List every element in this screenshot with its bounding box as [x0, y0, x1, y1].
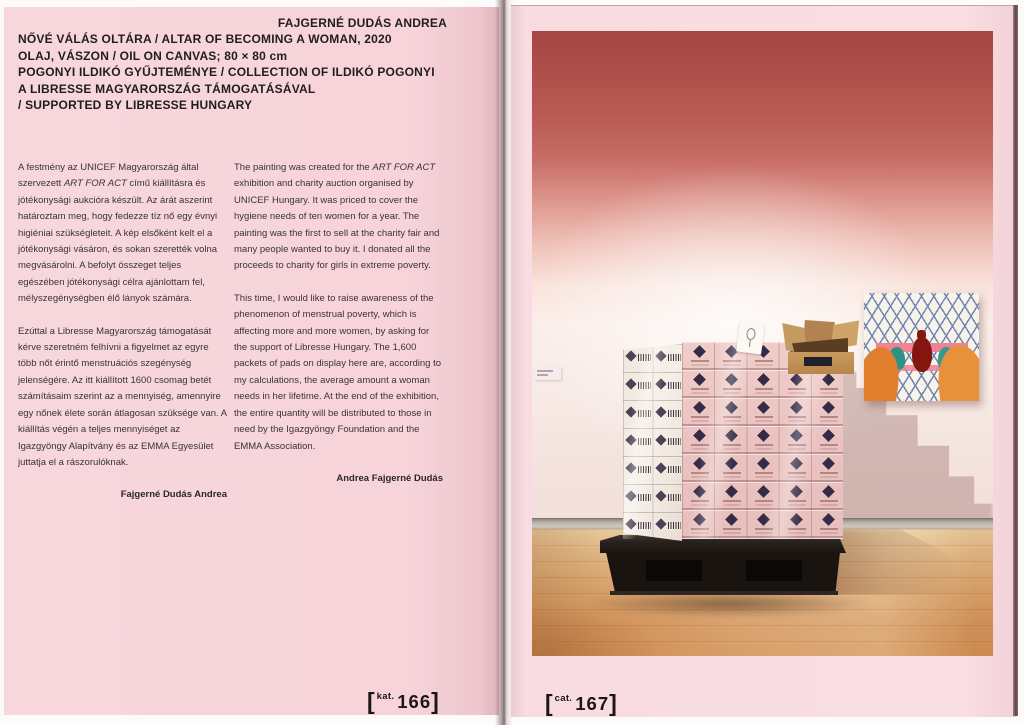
bracket-open: [: [545, 690, 553, 716]
box-logo-diamond-icon: [625, 378, 636, 389]
english-paragraph-1: The painting was created for the ART FOR ACT exhibition and charity auction organised by UNICEF Hungary. It was priced to cover the hygiene needs of ten women for a year. The painting was the first to sell at the charity fair and many people wanted to buy it. I donated all the proceeds to charity for girls in extreme poverty.: [234, 162, 440, 272]
box-barcode: [668, 522, 681, 529]
catalog-number: 167: [575, 693, 610, 714]
box-fine-print: [691, 360, 709, 362]
box-logo-diamond-icon: [822, 401, 835, 414]
box-logo-diamond-icon: [655, 518, 666, 529]
box-fine-print: [820, 500, 838, 502]
hungarian-paragraph-1: A festmény az UNICEF Magyarország által szervezett ART FOR ACT című kiállításra és jótékonysági aukcióra készült. Az árát aszerint határoztam meg, hogy fedezze tíz nő egy évnyi higiéniai szükségleteit. A kép elsőként kelt el a jótékonysági vásáron, és sokan szerették volna megvásárolni. A befolyt összeget teljes egészében jótékonysági célra ajánlottam fel, mélyszegénységben élő lányok számára.: [18, 162, 218, 305]
box-fine-print: [691, 416, 709, 418]
box-logo-diamond-icon: [758, 485, 771, 498]
catalog-label: kat.: [376, 691, 395, 702]
box-fine-print: [820, 444, 838, 446]
box-fine-print: [788, 500, 806, 502]
box-fine-print: [755, 360, 773, 362]
painting-red-vessel: [912, 337, 932, 372]
artwork-title-line: NŐVÉ VÁLÁS OLTÁRA / ALTAR OF BECOMING A WOMAN, 2020: [18, 32, 392, 47]
box-logo-diamond-icon: [758, 373, 771, 386]
white-paper-card: [736, 322, 764, 355]
box-logo-diamond-icon: [655, 434, 666, 445]
box-logo-diamond-icon: [693, 485, 706, 498]
artwork-medium-line: OLAJ, VÁSZON / OIL ON CANVAS; 80 × 80 cm: [18, 48, 288, 63]
box-fine-print: [788, 416, 806, 418]
box-logo-diamond-icon: [790, 485, 803, 498]
box-barcode: [638, 410, 651, 417]
artwork-header: [18, 15, 447, 113]
box-logo-diamond-icon: [725, 485, 738, 498]
box-fine-print: [788, 472, 806, 474]
english-column: [234, 160, 443, 487]
box-fine-print: [723, 472, 741, 474]
hungarian-paragraph-2: Ezúttal a Libresse Magyarország támogatását kérve szeretném felhívni a figyelmet az egyre több nőt érintő menstruációs szegénység jelenségére. Az itt kiállított 1600 csomag betét számításaim szerint az a mennyiség, amennyire egy nőnek élete során átlagosan szüksége van. A kiállítás végén a teljes mennyiséget az Igazgyöngy Alapítvány és az EMMA Egyesület juttatja el a rászorulóknak.: [18, 325, 227, 468]
artwork-collection-line: POGONYI ILDIKÓ GYŰJTEMÉNYE / COLLECTION OF ILDIKÓ POGONYI: [18, 65, 435, 80]
black-pallet: [600, 535, 846, 605]
box-fine-print: [820, 388, 838, 390]
box-logo-diamond-icon: [725, 401, 738, 414]
box-fine-print: [755, 472, 773, 474]
box-logo-diamond-icon: [625, 434, 636, 445]
box-logo-diamond-icon: [655, 462, 666, 473]
painting-on-wall: [864, 293, 979, 401]
box-fine-print: [723, 444, 741, 446]
catalog-number-right: [545, 690, 617, 716]
box-logo-diamond-icon: [758, 401, 771, 414]
box-logo-diamond-icon: [758, 457, 771, 470]
box-fine-print: [723, 388, 741, 390]
box-fine-print: [691, 528, 709, 530]
box-fine-print: [691, 500, 709, 502]
hungarian-column: [18, 160, 227, 504]
card-doodle: [746, 328, 756, 341]
box-fine-print: [755, 416, 773, 418]
box-logo-diamond-icon: [725, 373, 738, 386]
box-fine-print: [788, 528, 806, 530]
box-logo-diamond-icon: [758, 429, 771, 442]
box-logo-diamond-icon: [625, 518, 636, 529]
page-block-edge: [1013, 5, 1018, 716]
box-logo-diamond-icon: [625, 490, 636, 501]
artwork-support-line-en: / SUPPORTED BY LIBRESSE HUNGARY: [18, 98, 253, 113]
box-logo-diamond-icon: [790, 429, 803, 442]
box-stack-side: [623, 344, 682, 541]
box-barcode: [668, 354, 681, 361]
bracket-close: ]: [609, 690, 617, 716]
left-page: [4, 7, 499, 715]
box-fine-print: [723, 528, 741, 530]
box-fine-print: [788, 388, 806, 390]
box-fine-print: [788, 444, 806, 446]
box-barcode: [668, 410, 681, 417]
box-barcode: [638, 466, 651, 473]
box-barcode: [638, 494, 651, 501]
box-barcode: [668, 438, 681, 445]
gallery-wall-label: [534, 367, 561, 380]
box-logo-diamond-icon: [655, 378, 666, 389]
box-fine-print: [820, 416, 838, 418]
box-fine-print: [755, 388, 773, 390]
box-logo-diamond-icon: [725, 429, 738, 442]
box-logo-diamond-icon: [693, 373, 706, 386]
pallet-body: [606, 552, 840, 594]
box-logo-diamond-icon: [790, 513, 803, 526]
box-logo-diamond-icon: [655, 406, 666, 417]
box-fine-print: [691, 472, 709, 474]
box-fine-print: [820, 472, 838, 474]
box-logo-diamond-icon: [758, 513, 771, 526]
box-logo-diamond-icon: [655, 350, 666, 361]
box-logo-diamond-icon: [790, 457, 803, 470]
box-fine-print: [691, 444, 709, 446]
installation-photo: [532, 31, 993, 656]
signature-hungarian: Fajgerné Dudás Andrea: [120, 489, 227, 501]
catalog-number: 166: [397, 691, 432, 712]
box-barcode: [638, 522, 651, 529]
box-logo-diamond-icon: [693, 457, 706, 470]
artwork-support-line-hu: A LIBRESSE MAGYARORSZÁG TÁMOGATÁSÁVAL: [18, 81, 316, 96]
box-barcode: [638, 354, 651, 361]
english-paragraph-2: This time, I would like to raise awareness of the phenomenon of menstrual poverty, which is affecting more and more women, by asking for the support of Libresse Hungary. The 1,600 packets of pads on display here are, according to my calculations, the average amount a woman needs in her lifetime. At the end of the exhibition, the entire quantity will be distributed to those in need by the Igazgyöngy Foundation and the EMMA Association.: [234, 292, 442, 452]
box-logo-diamond-icon: [693, 513, 706, 526]
box-logo-diamond-icon: [822, 485, 835, 498]
box-logo-diamond-icon: [790, 401, 803, 414]
bracket-open: [: [367, 688, 375, 714]
box-logo-diamond-icon: [725, 457, 738, 470]
box-logo-diamond-icon: [725, 513, 738, 526]
box-dark-label: [804, 357, 832, 366]
artist-name: FAJGERNÉ DUDÁS ANDREA: [277, 16, 447, 30]
box-logo-diamond-icon: [625, 462, 636, 473]
box-fine-print: [820, 528, 838, 530]
box-logo-diamond-icon: [822, 513, 835, 526]
box-logo-diamond-icon: [693, 401, 706, 414]
right-page: [511, 5, 1016, 717]
catalog-label: cat.: [554, 693, 573, 704]
box-barcode: [638, 382, 651, 389]
box-fine-print: [691, 388, 709, 390]
box-fine-print: [755, 528, 773, 530]
pallet-fork-gap: [646, 560, 702, 581]
pallet-bottom-rail: [610, 591, 838, 595]
catalog-number-left: [367, 688, 439, 714]
box-fine-print: [723, 360, 741, 362]
box-logo-diamond-icon: [693, 345, 706, 358]
box-barcode: [668, 494, 681, 501]
pallet-fork-gap: [746, 560, 802, 581]
box-logo-diamond-icon: [625, 406, 636, 417]
box-fine-print: [755, 500, 773, 502]
box-logo-diamond-icon: [822, 457, 835, 470]
box-fine-print: [755, 444, 773, 446]
box-fine-print: [723, 500, 741, 502]
box-logo-diamond-icon: [693, 429, 706, 442]
box-barcode: [668, 466, 681, 473]
box-barcode: [668, 382, 681, 389]
box-fine-print: [723, 416, 741, 418]
signature-english: Andrea Fajgerné Dudás: [336, 472, 443, 484]
box-logo-diamond-icon: [822, 429, 835, 442]
card-doodle-stem: [749, 339, 751, 347]
box-barcode: [638, 438, 651, 445]
box-logo-diamond-icon: [655, 490, 666, 501]
box-logo-diamond-icon: [625, 350, 636, 361]
bracket-close: ]: [431, 688, 439, 714]
open-cardboard-box: [782, 321, 858, 377]
